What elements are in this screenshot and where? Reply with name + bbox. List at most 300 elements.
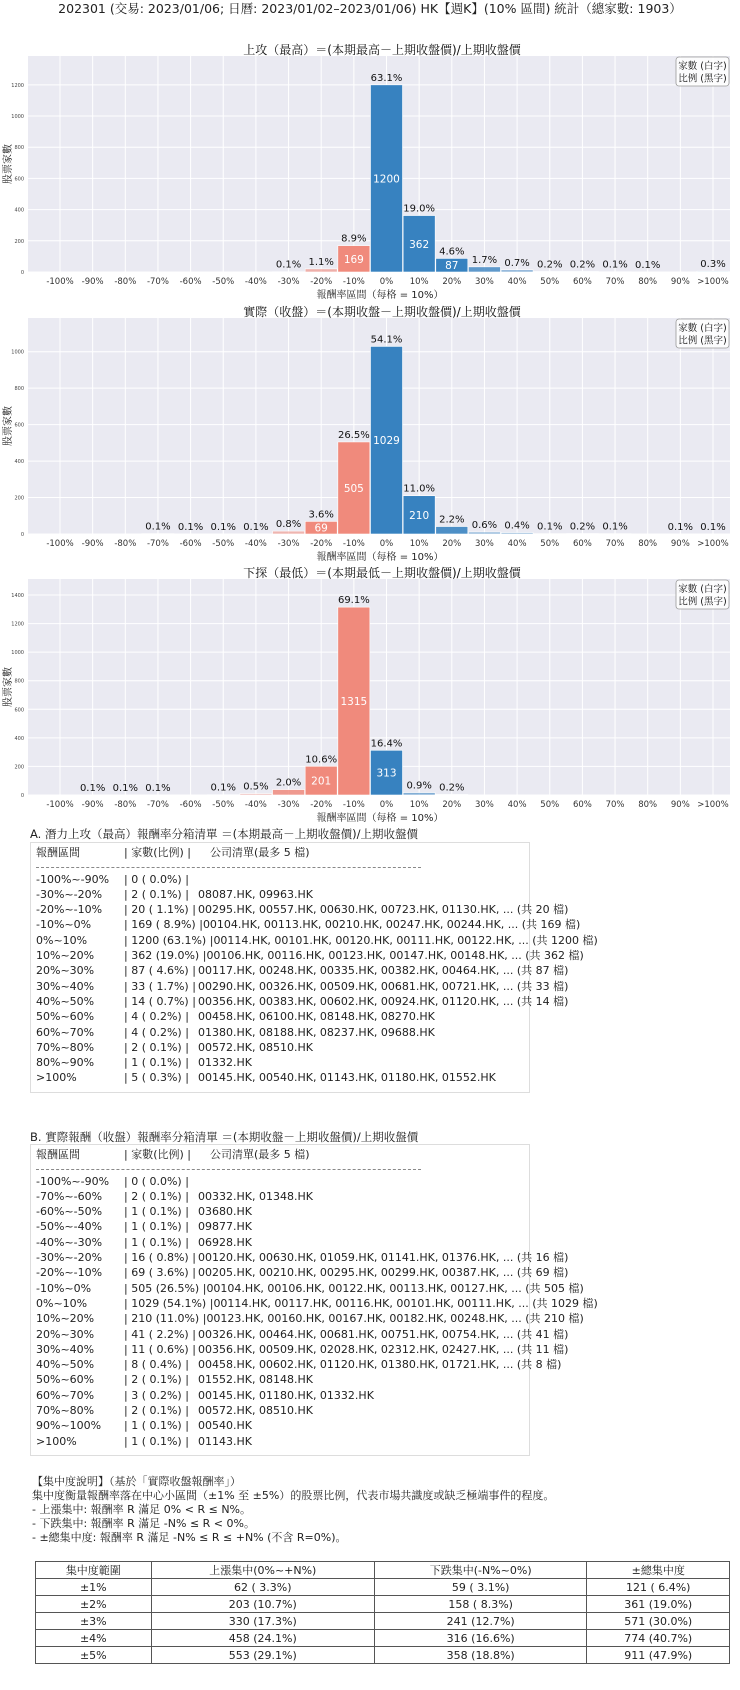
- bar--40%: [240, 794, 272, 795]
- list-cell-range: 60%~70%: [36, 1388, 95, 1402]
- list-cell-companies: 00114.HK, 00117.HK, 00116.HK, 00101.HK, 00111.HK, ... (共 1029 檔): [213, 1296, 598, 1310]
- bar-percent-label: 0.8%: [275, 518, 302, 530]
- section-b-title: B. 實際報酬（收盤）報酬率分箱清單 ＝(本期收盤－上期收盤價)/上期收盤價: [30, 1130, 419, 1144]
- x-tick-label: -80%: [114, 277, 137, 287]
- list-row: [36, 1296, 598, 1311]
- y-tick-label: 800: [14, 145, 24, 152]
- chart-title: 下探（最低）＝(本期最低－上期收盤價)/上期收盤價: [243, 566, 521, 580]
- y-tick-label: 200: [14, 238, 24, 245]
- x-tick-label: -60%: [179, 800, 202, 810]
- bar-percent-label: 19.0%: [403, 203, 436, 215]
- list-row: [36, 1342, 568, 1357]
- list-cell-companies: 00145.HK, 00540.HK, 01143.HK, 01180.HK, 01552.HK: [198, 1071, 496, 1085]
- list-row: [36, 979, 568, 994]
- bar-percent-label: 8.9%: [341, 233, 367, 245]
- bar-percent-label: 0.2%: [537, 259, 563, 271]
- list-cell-companies: 00145.HK, 01180.HK, 01332.HK: [198, 1388, 374, 1402]
- x-tick-label: -60%: [179, 277, 202, 287]
- bar-count-label: 87: [445, 260, 459, 273]
- divider: [36, 1169, 421, 1170]
- bar-percent-label: 0.1%: [602, 521, 628, 533]
- list-cell-stat: | 210 (11.0%) |: [124, 1311, 206, 1326]
- x-tick-label: 10%: [409, 800, 429, 810]
- column-header: ±總集中度: [587, 1562, 730, 1579]
- list-cell-companies: 00458.HK, 00602.HK, 01120.HK, 01380.HK, 01721.HK, ... (共 8 檔): [198, 1358, 562, 1372]
- x-tick-label: -10%: [342, 538, 365, 549]
- list-row: [36, 1327, 568, 1342]
- bar-count-label: 210: [409, 509, 430, 522]
- table-row: [36, 1630, 730, 1647]
- concentration-line: - ±總集中度: 報酬率 R 滿足 -N% ≤ R ≤ +N% (不含 R=0%)。: [32, 1531, 347, 1544]
- x-tick-label: -50%: [212, 277, 235, 287]
- list-cell-range: 40%~50%: [36, 1358, 95, 1372]
- list-cell-range: -100%~-90%: [36, 872, 110, 886]
- y-tick-label: 1200: [11, 82, 24, 89]
- y-tick-label: 400: [14, 207, 24, 214]
- list-cell-range: -30%~-20%: [36, 887, 103, 901]
- x-tick-label: 40%: [507, 800, 527, 810]
- list-cell-stat: | 1 ( 0.1%) |: [124, 1219, 198, 1234]
- table-cell: 203 (10.7%): [151, 1596, 374, 1613]
- x-tick-label: 10%: [409, 277, 429, 287]
- table-cell: 361 (19.0%): [587, 1596, 730, 1613]
- y-axis-label: 股票家數: [3, 144, 14, 184]
- concentration-line: - 下跌集中: 報酬率 R 滿足 -N% ≤ R < 0%。: [32, 1517, 255, 1530]
- x-tick-label: 0%: [379, 277, 394, 287]
- bar-count-label: 201: [311, 775, 332, 788]
- list-row: [36, 994, 568, 1009]
- bar-count-label: 362: [409, 238, 430, 251]
- list-cell-range: >100%: [36, 1071, 77, 1085]
- list-row: [36, 1219, 252, 1234]
- bar-percent-label: 16.4%: [370, 738, 403, 750]
- list-row: [36, 902, 568, 917]
- divider: [36, 867, 421, 868]
- table-cell: ±2%: [36, 1596, 152, 1613]
- x-tick-label: -90%: [81, 800, 104, 810]
- table-header-row: [36, 1562, 730, 1579]
- list-cell-stat: | 41 ( 2.2%) |: [124, 1327, 198, 1342]
- x-tick-label: -100%: [46, 277, 74, 287]
- list-cell-range: -10%~0%: [36, 1281, 92, 1295]
- list-cell-companies: 09877.HK: [198, 1220, 252, 1234]
- x-tick-label: -80%: [114, 538, 137, 549]
- x-tick-label: 90%: [670, 800, 690, 810]
- list-cell-stat: | 16 ( 0.8%) |: [124, 1250, 198, 1265]
- section-a-title: A. 潛力上攻（最高）報酬率分箱清單 ＝(本期最高－上期收盤價)/上期收盤價: [30, 827, 418, 841]
- list-cell-range: 30%~40%: [36, 979, 95, 993]
- y-tick-label: 1000: [11, 349, 24, 356]
- list-cell-companies: 00356.HK, 00383.HK, 00602.HK, 00924.HK, 01120.HK, ... (共 14 檔): [198, 994, 569, 1008]
- y-tick-label: 1400: [11, 593, 24, 599]
- list-cell-range: 50%~60%: [36, 1373, 95, 1387]
- list-cell-range: 50%~60%: [36, 1010, 95, 1024]
- list-cell-range: 30%~40%: [36, 1342, 95, 1356]
- list-row: [36, 1265, 568, 1280]
- legend-entry: 家數 (白字): [678, 61, 727, 72]
- y-tick-label: 200: [14, 764, 24, 771]
- x-tick-label: -80%: [114, 800, 137, 810]
- x-tick-label: -30%: [277, 277, 300, 287]
- x-tick-label: -90%: [81, 538, 104, 549]
- x-tick-label: -50%: [212, 538, 235, 549]
- table-cell: 121 ( 6.4%): [587, 1579, 730, 1596]
- table-cell: 59 ( 3.1%): [374, 1579, 586, 1596]
- list-cell-stat: | 33 ( 1.7%) |: [124, 979, 198, 994]
- list-row: [36, 1250, 568, 1265]
- list-row: [36, 1434, 252, 1449]
- list-cell-stat: | 1 ( 0.1%) |: [124, 1055, 198, 1070]
- bar-percent-label: 2.2%: [439, 514, 465, 526]
- bar-percent-label: 0.1%: [700, 521, 726, 533]
- table-cell: 62 ( 3.3%): [151, 1579, 374, 1596]
- list-cell-companies: 00458.HK, 06100.HK, 08148.HK, 08270.HK: [198, 1010, 435, 1024]
- bar-10%: [403, 793, 435, 795]
- y-tick-label: 800: [14, 385, 24, 392]
- list-cell-companies: 01380.HK, 08188.HK, 08237.HK, 09688.HK: [198, 1025, 435, 1039]
- list-row: [36, 1372, 313, 1387]
- list-cell-range: -40%~-30%: [36, 1235, 103, 1249]
- list-cell-companies: 01332.HK: [198, 1056, 252, 1070]
- x-tick-label: -70%: [146, 800, 169, 810]
- list-cell-range: -60%~-50%: [36, 1205, 103, 1219]
- x-tick-label: >100%: [697, 538, 729, 549]
- y-tick-label: 1000: [11, 114, 24, 121]
- list-cell-stat: | 20 ( 1.1%) |: [124, 902, 198, 917]
- table-cell: ±5%: [36, 1647, 152, 1664]
- list-cell-range: 0%~10%: [36, 933, 88, 947]
- list-row: [36, 1025, 435, 1040]
- list-cell-companies: 08087.HK, 09963.HK: [198, 887, 313, 901]
- section-b-list: [30, 1144, 598, 1456]
- x-tick-label: >100%: [697, 800, 729, 810]
- list-row: [36, 1055, 252, 1070]
- list-cell-companies: 00104.HK, 00113.HK, 00210.HK, 00247.HK, 00244.HK, ... (共 169 檔): [202, 918, 581, 932]
- list-cell-stat: | 2 ( 0.1%) |: [124, 1403, 198, 1418]
- y-tick-label: 400: [14, 458, 24, 465]
- x-tick-label: 40%: [507, 538, 527, 549]
- list-cell-stat: | 14 ( 0.7%) |: [124, 994, 198, 1009]
- bar-percent-label: 0.1%: [112, 782, 139, 794]
- bar-percent-label: 0.1%: [145, 782, 171, 794]
- bar-percent-label: 0.1%: [177, 521, 204, 533]
- bar-percent-label: 0.1%: [667, 521, 694, 533]
- x-tick-label: -20%: [310, 538, 333, 549]
- bar-percent-label: 10.6%: [305, 754, 338, 766]
- x-tick-label: 70%: [605, 800, 625, 810]
- list-cell-stat: | 1 ( 0.1%) |: [124, 1235, 198, 1250]
- legend-entry: 家數 (白字): [678, 322, 727, 334]
- list-cell-range: -30%~-20%: [36, 1251, 103, 1264]
- list-cell-stat: | 2 ( 0.1%) |: [124, 1189, 198, 1204]
- x-tick-label: -70%: [146, 277, 169, 287]
- table-cell: 571 (30.0%): [587, 1613, 730, 1630]
- list-cell-range: 80%~90%: [36, 1056, 95, 1070]
- bar-percent-label: 1.1%: [308, 256, 334, 268]
- list-cell-stat: | 362 (19.0%) |: [124, 948, 206, 963]
- x-tick-label: -10%: [342, 277, 365, 287]
- list-cell-companies: 00205.HK, 00210.HK, 00295.HK, 00299.HK, 00387.HK, ... (共 69 檔): [198, 1266, 569, 1280]
- y-tick-label: 1000: [11, 650, 24, 657]
- y-tick-label: 0: [20, 531, 24, 538]
- bar-percent-label: 2.0%: [275, 777, 302, 789]
- bar-percent-label: 0.1%: [275, 259, 302, 271]
- list-cell-companies: 01143.HK: [198, 1434, 252, 1448]
- list-cell-companies: 00104.HK, 00106.HK, 00122.HK, 00113.HK, 00127.HK, ... (共 505 檔): [206, 1281, 584, 1295]
- table-cell: 330 (17.3%): [151, 1613, 374, 1630]
- chart-legend: [676, 57, 729, 86]
- list-cell-stat: | 169 ( 8.9%) |: [124, 917, 203, 932]
- chart-title: 實際（收盤）＝(本期收盤－上期收盤價)/上期收盤價: [243, 304, 521, 319]
- x-tick-label: -40%: [244, 277, 267, 287]
- bar-count-label: 1029: [373, 434, 400, 447]
- list-row: [36, 1281, 584, 1296]
- table-row: [36, 1579, 730, 1596]
- table-row: [36, 1596, 730, 1613]
- x-tick-label: -100%: [46, 538, 74, 549]
- bar-percent-label: 54.1%: [370, 333, 403, 345]
- x-tick-label: 50%: [540, 800, 560, 810]
- list-cell-range: -20%~-10%: [36, 1266, 103, 1280]
- report-title: 202301 (交易: 2023/01/06; 日曆: 2023/01/02–2023/01/06) HK【週K】(10% 區間) 統計（總家數: 1903）: [58, 1, 682, 16]
- list-cell-range: >100%: [36, 1434, 77, 1448]
- list-cell-range: -70%~-60%: [36, 1189, 103, 1203]
- list-cell-range: 10%~20%: [36, 949, 95, 962]
- list-row: [36, 1174, 198, 1189]
- bar-percent-label: 0.2%: [569, 259, 596, 271]
- list-row: [36, 1403, 313, 1418]
- bar-percent-label: 63.1%: [370, 72, 403, 84]
- list-header: [36, 845, 310, 860]
- list-row: [36, 933, 598, 948]
- list-cell-stat: | 0 ( 0.0%) |: [124, 1174, 198, 1189]
- list-cell-range: 60%~70%: [36, 1025, 95, 1039]
- list-cell-companies: 00117.HK, 00248.HK, 00335.HK, 00382.HK, 00464.HK, ... (共 87 檔): [198, 964, 569, 978]
- x-tick-label: 70%: [605, 538, 625, 549]
- list-cell-stat: | 1 ( 0.1%) |: [124, 1204, 198, 1219]
- x-tick-label: 20%: [442, 800, 462, 810]
- list-cell-stat: | 0 ( 0.0%) |: [124, 872, 198, 887]
- list-cell-stat: | 2 ( 0.1%) |: [124, 887, 198, 902]
- y-tick-label: 400: [14, 735, 24, 742]
- bar-percent-label: 0.1%: [145, 521, 171, 533]
- y-axis-label: 股票家數: [3, 667, 14, 707]
- table-cell: ±3%: [36, 1613, 152, 1630]
- y-tick-label: 600: [14, 707, 24, 714]
- list-cell-stat: | 1 ( 0.1%) |: [124, 1418, 198, 1433]
- x-tick-label: 50%: [540, 538, 560, 549]
- x-tick-label: 90%: [670, 277, 690, 287]
- list-cell-companies: 00120.HK, 00630.HK, 01059.HK, 01141.HK, 01376.HK, ... (共 16 檔): [198, 1251, 569, 1264]
- list-cell-range: -20%~-10%: [36, 903, 103, 917]
- list-row: [36, 1311, 584, 1326]
- list-cell-companies: 00540.HK: [198, 1419, 252, 1433]
- list-cell-range: 70%~80%: [36, 1404, 95, 1417]
- chart-3: [0, 520, 740, 824]
- y-tick-label: 600: [14, 176, 24, 183]
- list-cell-stat: | 11 ( 0.6%) |: [124, 1342, 198, 1357]
- x-tick-label: 90%: [670, 538, 690, 549]
- bar-percent-label: 0.2%: [439, 782, 465, 794]
- x-tick-label: -30%: [277, 800, 300, 810]
- x-tick-label: 30%: [474, 800, 494, 810]
- list-row: [36, 1070, 496, 1085]
- x-tick-label: 10%: [409, 538, 429, 549]
- list-cell-companies: 06928.HK: [198, 1235, 252, 1249]
- chart-legend: [676, 580, 729, 609]
- list-cell-companies: 01552.HK, 08148.HK: [198, 1373, 313, 1387]
- x-tick-label: 0%: [379, 800, 394, 810]
- section-a-list: [30, 842, 598, 1093]
- list-cell-stat: | 1 ( 0.1%) |: [124, 1434, 198, 1449]
- bar-percent-label: 26.5%: [337, 429, 370, 441]
- column-header: 下跌集中(-N%~0%): [374, 1562, 586, 1579]
- bar-percent-label: 0.1%: [243, 521, 269, 533]
- list-header-stat: | 家數(比例) |: [124, 1147, 210, 1162]
- x-tick-label: -50%: [212, 800, 235, 810]
- list-cell-stat: | 4 ( 0.2%) |: [124, 1025, 198, 1040]
- list-cell-stat: | 2 ( 0.1%) |: [124, 1040, 198, 1055]
- bar-count-label: 505: [343, 482, 364, 495]
- concentration-line: 集中度衡量報酬率落在中心小區間（±1% 至 ±5%）的股票比例，代表市場共識度或缺乏極端事件的程度。: [32, 1489, 555, 1502]
- bar-percent-label: 0.7%: [504, 257, 530, 269]
- bar-percent-label: 11.0%: [403, 483, 436, 495]
- bar-percent-label: 0.5%: [243, 781, 269, 793]
- x-tick-label: >100%: [697, 277, 729, 287]
- bar--30%: [273, 790, 305, 795]
- bar-percent-label: 0.1%: [537, 521, 563, 533]
- list-row: [36, 1235, 252, 1250]
- x-tick-label: 20%: [442, 277, 462, 287]
- column-header: 集中度範圍: [36, 1562, 152, 1579]
- bar-percent-label: 1.7%: [471, 254, 498, 266]
- chart-1: [0, 0, 740, 301]
- concentration-line: 【集中度說明】（基於「實際收盤報酬率」）: [32, 1475, 241, 1488]
- list-row: [36, 948, 584, 963]
- list-row: [36, 1204, 252, 1219]
- column-header: 上漲集中(0%~+N%): [151, 1562, 374, 1579]
- list-cell-stat: | 69 ( 3.6%) |: [124, 1265, 198, 1280]
- list-header-range: 報酬區間: [36, 1148, 80, 1161]
- table-cell: 774 (40.7%): [587, 1630, 730, 1647]
- list-row: [36, 1418, 252, 1433]
- list-cell-companies: 00326.HK, 00464.HK, 00681.HK, 00751.HK, 00754.HK, ... (共 41 檔): [198, 1327, 569, 1341]
- list-row: [36, 1189, 313, 1204]
- bar-percent-label: 0.3%: [700, 259, 726, 271]
- list-cell-companies: 00572.HK, 08510.HK: [198, 1404, 313, 1417]
- list-row: [36, 872, 198, 887]
- concentration-line: - 上漲集中: 報酬率 R 滿足 0% < R ≤ N%。: [32, 1503, 251, 1516]
- y-tick-label: 0: [20, 270, 24, 276]
- y-tick-label: 800: [14, 678, 24, 685]
- x-tick-label: -20%: [310, 800, 333, 810]
- bar-percent-label: 0.1%: [602, 259, 628, 271]
- bar-count-label: 69: [314, 522, 328, 535]
- list-cell-stat: | 3 ( 0.2%) |: [124, 1388, 198, 1403]
- list-cell-range: 90%~100%: [36, 1419, 102, 1433]
- x-tick-label: 60%: [572, 800, 592, 810]
- list-cell-range: -100%~-90%: [36, 1174, 110, 1188]
- list-header-companies: 公司清單(最多 5 檔): [210, 846, 310, 859]
- x-tick-label: -10%: [342, 800, 365, 810]
- table-cell: 316 (16.6%): [374, 1630, 586, 1647]
- list-row: [36, 917, 580, 932]
- x-tick-label: -90%: [81, 277, 104, 287]
- list-cell-range: 20%~30%: [36, 964, 95, 978]
- list-cell-companies: 03680.HK: [198, 1205, 252, 1219]
- x-tick-label: -100%: [46, 800, 74, 810]
- table-cell: 158 ( 8.3%): [374, 1596, 586, 1613]
- legend-entry: 家數 (白字): [678, 584, 727, 595]
- list-cell-companies: 00572.HK, 08510.HK: [198, 1040, 313, 1054]
- bar-percent-label: 0.6%: [471, 519, 498, 531]
- list-row: [36, 887, 313, 902]
- list-cell-companies: 00123.HK, 00160.HK, 00167.HK, 00182.HK, 00248.HK, ... (共 210 檔): [206, 1312, 584, 1326]
- bar-percent-label: 0.1%: [210, 782, 236, 794]
- table-cell: 911 (47.9%): [587, 1647, 730, 1664]
- bar-percent-label: 0.1%: [634, 259, 661, 271]
- list-cell-range: 40%~50%: [36, 994, 95, 1008]
- list-cell-stat: | 1200 (63.1%) |: [124, 933, 213, 948]
- x-tick-label: 0%: [379, 538, 394, 549]
- legend-entry: 比例 (黑字): [678, 73, 727, 85]
- bar-count-label: 169: [343, 253, 364, 266]
- x-tick-label: -40%: [244, 538, 267, 549]
- x-tick-label: 80%: [638, 277, 658, 287]
- list-cell-stat: | 505 (26.5%) |: [124, 1281, 206, 1296]
- list-cell-range: -50%~-40%: [36, 1220, 103, 1234]
- table-cell: 358 (18.8%): [374, 1647, 586, 1664]
- list-cell-companies: 00356.HK, 00509.HK, 02028.HK, 02312.HK, 02427.HK, ... (共 11 檔): [198, 1342, 569, 1356]
- y-tick-label: 600: [14, 422, 24, 429]
- list-header: [36, 1147, 310, 1162]
- list-header-stat: | 家數(比例) |: [124, 845, 210, 860]
- legend-entry: 比例 (黑字): [678, 335, 727, 346]
- x-tick-label: -70%: [146, 538, 169, 549]
- x-tick-label: 80%: [638, 538, 658, 549]
- list-row: [36, 1009, 435, 1024]
- table-row: [36, 1647, 730, 1664]
- bar-percent-label: 4.6%: [439, 246, 465, 258]
- list-cell-companies: 00295.HK, 00557.HK, 00630.HK, 00723.HK, 01130.HK, ... (共 20 檔): [198, 903, 569, 917]
- x-tick-label: 30%: [474, 277, 494, 287]
- list-cell-companies: 00332.HK, 01348.HK: [198, 1189, 313, 1203]
- bar-count-label: 1315: [340, 696, 368, 709]
- bar-percent-label: 0.2%: [569, 520, 596, 532]
- table-cell: 553 (29.1%): [151, 1647, 374, 1664]
- list-cell-companies: 00114.HK, 00101.HK, 00120.HK, 00111.HK, 00122.HK, ... (共 1200 檔): [213, 933, 598, 947]
- list-cell-companies: 00106.HK, 00116.HK, 00123.HK, 00147.HK, 00148.HK, ... (共 362 檔): [206, 949, 584, 962]
- chart-legend: [676, 319, 729, 348]
- list-cell-range: 0%~10%: [36, 1296, 88, 1310]
- x-tick-label: -60%: [179, 538, 202, 549]
- x-tick-label: 80%: [638, 800, 658, 810]
- x-axis-label: 報酬率區間（每格 = 10%）: [316, 813, 444, 824]
- x-axis-label: 報酬率區間（每格 = 10%）: [316, 551, 444, 563]
- bar-percent-label: 69.1%: [337, 595, 370, 607]
- x-axis-label: 報酬率區間（每格 = 10%）: [316, 290, 444, 301]
- bar-percent-label: 0.4%: [504, 520, 530, 532]
- list-header-companies: 公司清單(最多 5 檔): [210, 1148, 310, 1161]
- table-cell: ±4%: [36, 1630, 152, 1647]
- x-tick-label: 40%: [507, 277, 527, 287]
- y-tick-label: 0: [20, 793, 24, 799]
- list-row: [36, 1040, 313, 1055]
- bar-percent-label: 0.1%: [79, 782, 106, 794]
- x-tick-label: 50%: [540, 277, 560, 287]
- list-row: [36, 963, 568, 978]
- bar-20%: [436, 794, 468, 795]
